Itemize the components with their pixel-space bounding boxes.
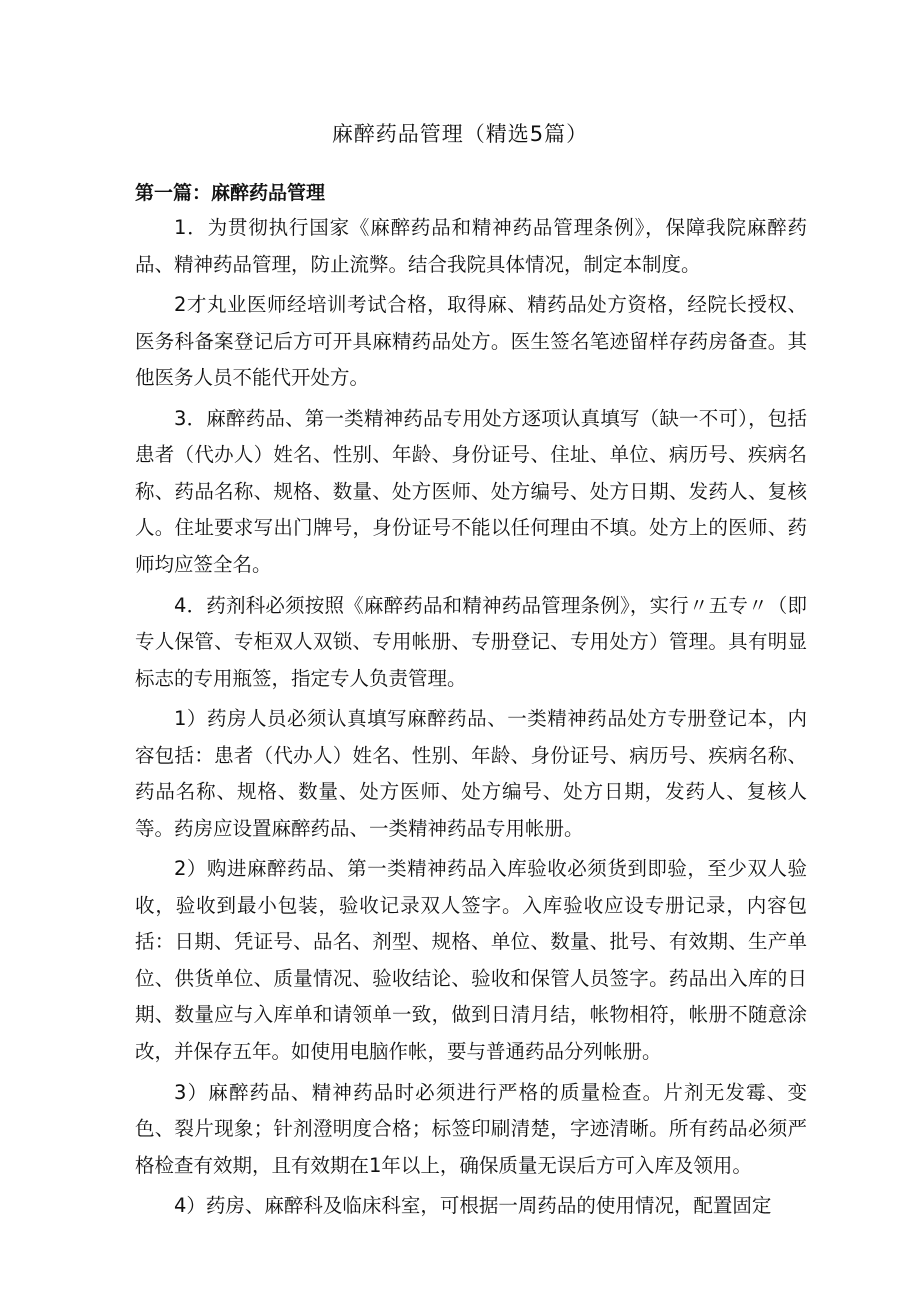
paragraph: 1．为贯彻执行国家《麻醉药品和精神药品管理条例》，保障我院麻醉药品、精神药品管理，防止流弊。结合我院具体情况，制定本制度。 bbox=[135, 216, 807, 276]
document-body bbox=[135, 210, 807, 1229]
section-heading: 第一篇：麻醉药品管理 bbox=[135, 182, 326, 204]
paragraph: 2才丸业医师经培训考试合格，取得麻、精药品处方资格，经院长授权、医务科备案登记后方可开具麻精药品处方。医生签名笔迹留样存药房备查。其他医务人员不能代开处方。 bbox=[135, 293, 807, 390]
paragraph: 1）药房人员必须认真填写麻醉药品、一类精神药品处方专册登记本，内容包括：患者（代办人）姓名、性别、年龄、身份证号、病历号、疾病名称、药品名称、规格、数量、处方医师、处方编号、处方日期，发药人、复核人等。药房应设置麻醉药品、一类精神药品专用帐册。 bbox=[135, 707, 807, 840]
paragraph: 3．麻醉药品、第一类精神药品专用处方逐项认真填写（缺一不可），包括患者（代办人）姓名、性别、年龄、身份证号、住址、单位、病历号、疾病名称、药品名称、规格、数量、处方医师、处方编号、处方日期、发药人、复核人。住址要求写出门牌号，身份证号不能以任何理由不填。处方上的医师、药师均应签全名。 bbox=[135, 406, 807, 576]
document-title: 麻醉药品管理（精选5篇） bbox=[331, 122, 589, 146]
paragraph: 2）购进麻醉药品、第一类精神药品入库验收必须货到即验，至少双人验收，验收到最小包装，验收记录双人签字。入库验收应设专册记录，内容包括：日期、凭证号、品名、剂型、规格、单位、数量、批号、有效期、生产单位、供货单位、质量情况、验收结论、验收和保管人员签字。药品出入库的日期、数量应与入库单和请领单一致，做到日清月结，帐物相符，帐册不随意涂改，并保存五年。如使用电脑作帐，要与普通药品分列帐册。 bbox=[135, 857, 807, 1063]
paragraph: 4）药房、麻醉科及临床科室，可根据一周药品的使用情况，配置固定 bbox=[174, 1194, 772, 1218]
paragraph: 3）麻醉药品、精神药品时必须进行严格的质量检查。片剂无发霉、变色、裂片现象；针剂澄明度合格；标签印刷清楚，字迹清晰。所有药品必须严格检查有效期，且有效期在1年以上，确保质量无误后方可入库及领用。 bbox=[135, 1080, 807, 1177]
paragraph: 4．药剂科必须按照《麻醉药品和精神药品管理条例》，实行〃五专〃（即专人保管、专柜双人双锁、专用帐册、专册登记、专用处方）管理。具有明显标志的专用瓶签，指定专人负责管理。 bbox=[135, 593, 807, 690]
